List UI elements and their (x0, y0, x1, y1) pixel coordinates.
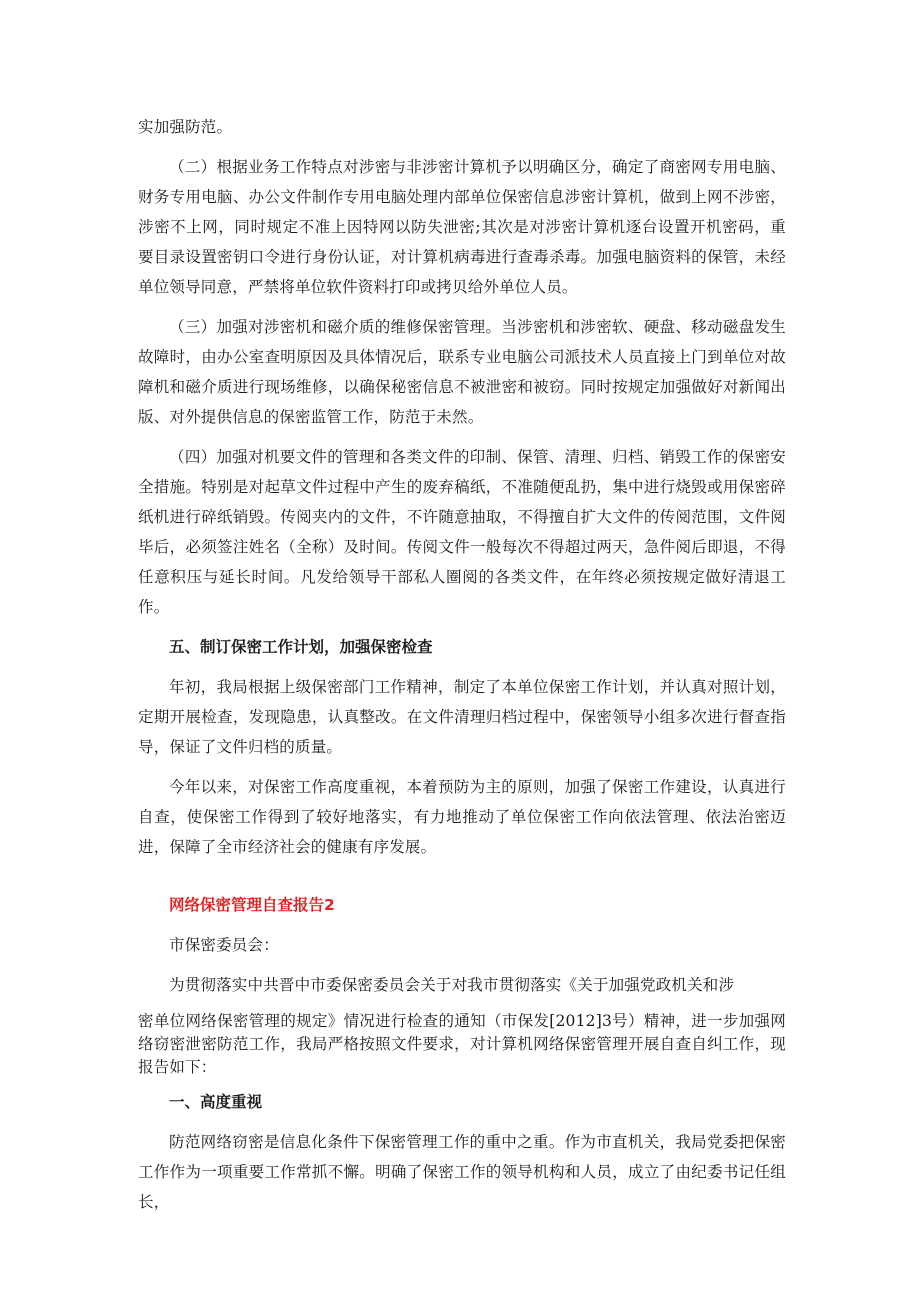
paragraph-item-2: （二）根据业务工作特点对涉密与非涉密计算机予以明确区分，确定了商密网专用电脑、财务专用电脑、办公文件制作专用电脑处理内部单位保密信息涉密计算机，做到上网不涉密，涉密不上网，同时规定不准上因特网以防失泄密;其次是对涉密计算机逐台设置开机密码，重要目录设置密钥口令进行身份认证，对计算机病毒进行查毒杀毒。加强电脑资料的保管，未经单位领导同意，严禁将单位软件资料打印或拷贝给外单位人员。 (138, 158, 786, 296)
paragraph-summary: 今年以来，对保密工作高度重视，本着预防为主的原则，加强了保密工作建设，认真进行自查，使保密工作得到了较好地落实，有力地推动了单位保密工作向依法管理、依法治密迈进，保障了全市经济社会的健康有序发展。 (138, 778, 786, 856)
paragraph-intro-rest: 密单位网络保密管理的规定》情况进行检查的通知（市保发[2012]3号）精神，进一步加强网络窃密泄密防范工作，我局严格按照文件要求，对计算机网络保密管理开展自查自纠工作，现报告如下： (138, 1012, 786, 1076)
report-title-2: 网络保密管理自查报告2 (169, 896, 335, 914)
paragraph-plan: 年初，我局根据上级保密部门工作精神，制定了本单位保密工作计划，并认真对照计划，定期开展检查，发现隐患，认真整改。在文件清理归档过程中，保密领导小组多次进行督查指导，保证了文件归档的质量。 (138, 678, 786, 756)
paragraph-prevention: 防范网络窃密是信息化条件下保密管理工作的重中之重。作为市直机关，我局党委把保密工作作为一项重要工作常抓不懈。明确了保密工作的领导机构和人员，成立了由纪委书记任组长， (138, 1133, 786, 1211)
section-heading-1: 一、高度重视 (169, 1093, 263, 1111)
section-heading-5: 五、制订保密工作计划，加强保密检查 (169, 638, 433, 656)
document-page (138, 112, 786, 1227)
paragraph-intro-first-line: 为贯彻落实中共晋中市委保密委员会关于对我市贯彻落实《关于加强党政机关和涉 (169, 976, 735, 994)
addressee: 市保密委员会： (169, 936, 279, 954)
paragraph-continuation: 实加强防范。 (138, 118, 233, 136)
paragraph-item-4: （四）加强对机要文件的管理和各类文件的印制、保管、清理、归档、销毁工作的保密安全措施。特别是对起草文件过程中产生的废弃稿纸，不准随便乱扔，集中进行烧毁或用保密碎纸机进行碎纸销毁。传阅夹内的文件，不许随意抽取，不得擅自扩大文件的传阅范围，文件阅毕后，必须签注姓名（全称）及时间。传阅文件一般每次不得超过两天，急件阅后即退，不得任意积压与延长时间。凡发给领导干部私人圈阅的各类文件，在年终必须按规定做好清退工作。 (138, 448, 786, 616)
paragraph-item-3: （三）加强对涉密机和磁介质的维修保密管理。当涉密机和涉密软、硬盘、移动磁盘发生故障时，由办公室查明原因及具体情况后，联系专业电脑公司派技术人员直接上门到单位对故障机和磁介质进行现场维修，以确保秘密信息不被泄密和被窃。同时按规定加强做好对新闻出版、对外提供信息的保密监管工作，防范于未然。 (138, 318, 786, 426)
